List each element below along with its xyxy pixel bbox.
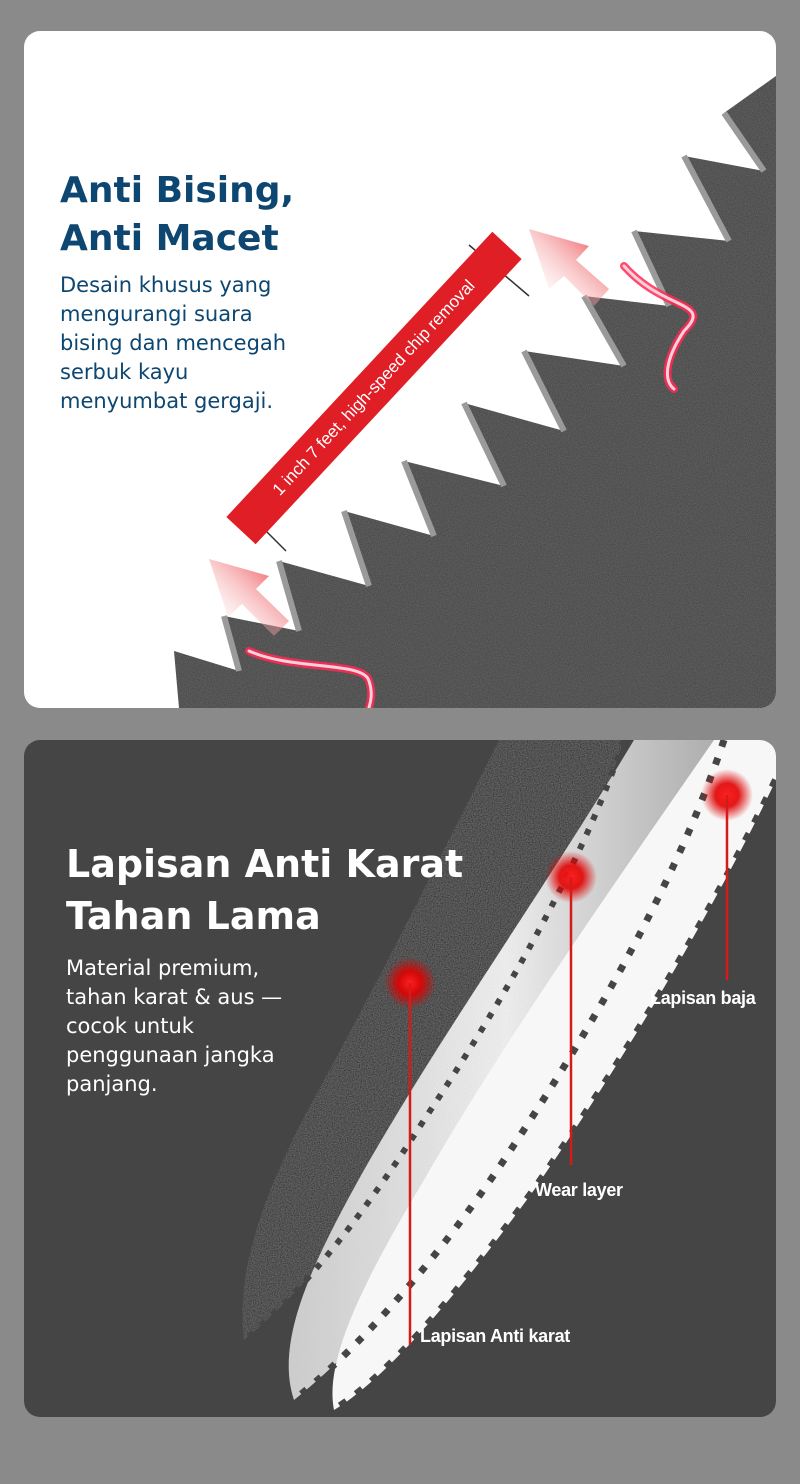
coating-title xyxy=(66,838,463,942)
chip-flow-arrow-top xyxy=(529,229,609,306)
coating-description xyxy=(66,954,366,1099)
coating-desc-line: penggunaan jangka xyxy=(66,1043,275,1067)
noise-title-line-2: Anti Macet xyxy=(60,218,279,259)
noise-desc-line: serbuk kayu xyxy=(60,360,189,384)
noise-title xyxy=(60,167,294,263)
coating-desc-line: cocok untuk xyxy=(66,1014,194,1038)
anti-rust-layer-label: Lapisan Anti karat xyxy=(420,1326,570,1346)
coating-desc-line: panjang. xyxy=(66,1072,158,1096)
wear-layer-label: Wear layer xyxy=(535,1180,623,1200)
coating-desc-line: tahan karat & aus — xyxy=(66,985,283,1009)
coating-title-line-1: Lapisan Anti Karat xyxy=(66,842,464,886)
noise-desc-line: menyumbat gergaji. xyxy=(60,389,274,413)
coating-desc-line: Material premium, xyxy=(66,956,260,980)
noise-desc-line: mengurangi suara xyxy=(60,302,253,326)
noise-description xyxy=(60,271,360,416)
coating-card xyxy=(24,740,776,1417)
callout-text: 1 inch 7 feet, high-speed chip removal xyxy=(268,276,479,500)
steel-layer-label: Lapisan baja xyxy=(650,988,756,1008)
noise-desc-line: bising dan mencegah xyxy=(60,331,287,355)
noise-desc-line: Desain khusus yang xyxy=(60,273,272,297)
noise-title-line-1: Anti Bising, xyxy=(60,170,295,211)
coating-title-line-2: Tahan Lama xyxy=(66,894,321,938)
noise-card xyxy=(24,31,776,708)
